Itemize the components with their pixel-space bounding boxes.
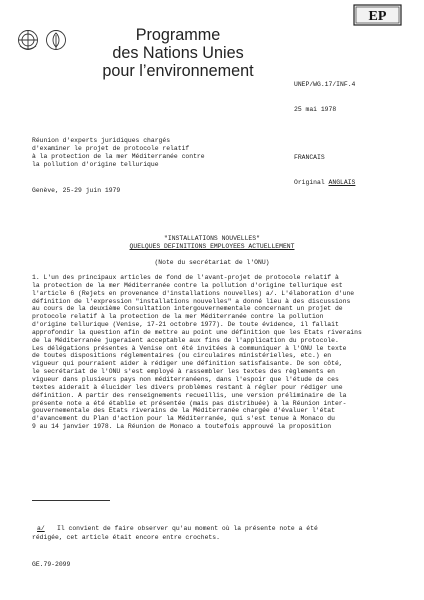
- document-symbol: UNEP/WG.17/INF.4: [294, 81, 356, 89]
- body-line: au cours de la deuxième Consultation intergouvernementale concernant un projet de: [32, 305, 343, 313]
- body-line: définition. A partir des renseignements recueillis, une version préliminaire de la: [32, 391, 347, 399]
- org-line: pour l’environnement: [102, 62, 254, 80]
- unep-emblem-icon: [47, 31, 66, 50]
- meeting-line: Réunion d'experts juridiques chargés: [32, 137, 171, 144]
- ep-stamp-text: EP: [368, 9, 387, 24]
- meeting-place-date: Genève, 25-29 juin 1979: [32, 187, 121, 194]
- body-line: le secrétariat de l'ONU s'est employé à rassembler les textes des règlements en: [32, 368, 335, 376]
- meeting-line: à la protection de la mer Méditerranée contre: [32, 153, 205, 160]
- footnote: [32, 524, 318, 542]
- document-reference: [294, 65, 355, 195]
- meeting-line: la pollution d'origine tellurique: [32, 161, 159, 168]
- body-paragraph: [32, 274, 402, 431]
- language: FRANCAIS: [294, 154, 325, 162]
- footnote-marker: a/: [37, 525, 45, 532]
- meeting-title: [32, 137, 205, 169]
- body-line: 1. L'un des principaux articles de fond de l'avant-projet de protocole relatif à: [32, 274, 339, 281]
- body-line: d'avancement du Plan d'action pour la Méditerranée, qui s'est tenue à Monaco du: [32, 415, 335, 423]
- original-language: Original ANGLAIS: [294, 178, 356, 186]
- org-line: Programme: [135, 26, 221, 44]
- body-line: présente note a été établie et présentée (mais pas distribuée) à la Réunion inter-: [32, 399, 347, 407]
- organization-name: [78, 26, 278, 80]
- body-line: protocole relatif à la protection de la mer Méditerranée contre la pollution: [32, 313, 324, 321]
- body-line: Les délégations présentes à Venise ont été invitées à communiquer à l'ONU le texte: [32, 344, 347, 352]
- body-line: vigueur qui pourraient aider à rédiger une définition satisfaisante. De son côté,: [32, 360, 343, 368]
- body-line: de la Méditerranée jugeraient acceptable aux fins de l'application du protocole.: [32, 336, 339, 344]
- footnote-line: rédigée, cet article était encore entre crochets.: [32, 534, 220, 541]
- body-line: gouvernementale des Etats riverains de la Méditerranée chargée d'évaluer l'état: [32, 407, 335, 415]
- title-definitions: QUELQUES DEFINITIONS EMPLOYEES ACTUELLEMENT: [129, 243, 295, 250]
- footnote-rule: [32, 500, 110, 501]
- body-line: vigueur dans plusieurs pays non méditerranéens, dans l'espoir que l'étude de ces: [32, 375, 339, 383]
- body-line: approfondir la question afin de mettre au point une définition que les Etats riverains: [32, 328, 362, 336]
- body-line: la protection de la mer Méditerranée contre la pollution d'origine tellurique est: [32, 281, 343, 289]
- meeting-line: d'examiner le projet de protocole relatif: [32, 145, 190, 152]
- title-note: (Note du secrétariat de l'ONU): [154, 259, 270, 266]
- body-line: l'article 6 (Rejets en provenance d'installations nouvelles) a/. L'élaboration d'une: [32, 289, 355, 297]
- body-line: 9 au 14 janvier 1978. La Réunion de Monaco a toutefois approuvé la proposition: [32, 423, 332, 431]
- body-line: d'origine tellurique (Venise, 17-21 octobre 1977). De toute évidence, il fallait: [32, 321, 339, 329]
- body-line: textes aiderait à élucider les divers problèmes restant à régler pour rédiger une: [32, 383, 343, 391]
- ep-stamp: [353, 3, 402, 27]
- unep-emblem-logos: [16, 28, 78, 52]
- document-number: GE.79-2099: [32, 561, 71, 568]
- body-line: de toutes dispositions réglementaires (ou circulaires ministérielles, etc.) en: [32, 352, 332, 360]
- title-installations: "INSTALLATIONS NOUVELLES": [164, 235, 260, 242]
- body-line: définition de l'expression "installations nouvelles" a donné lieu à des discussions: [32, 297, 351, 305]
- footnote-line: a/ Il convient de faire observer qu'au moment où la présente note a été: [32, 524, 318, 533]
- org-line: des Nations Unies: [112, 44, 244, 62]
- document-date: 25 mai 1978: [294, 106, 337, 114]
- un-emblem-icon: [19, 31, 38, 50]
